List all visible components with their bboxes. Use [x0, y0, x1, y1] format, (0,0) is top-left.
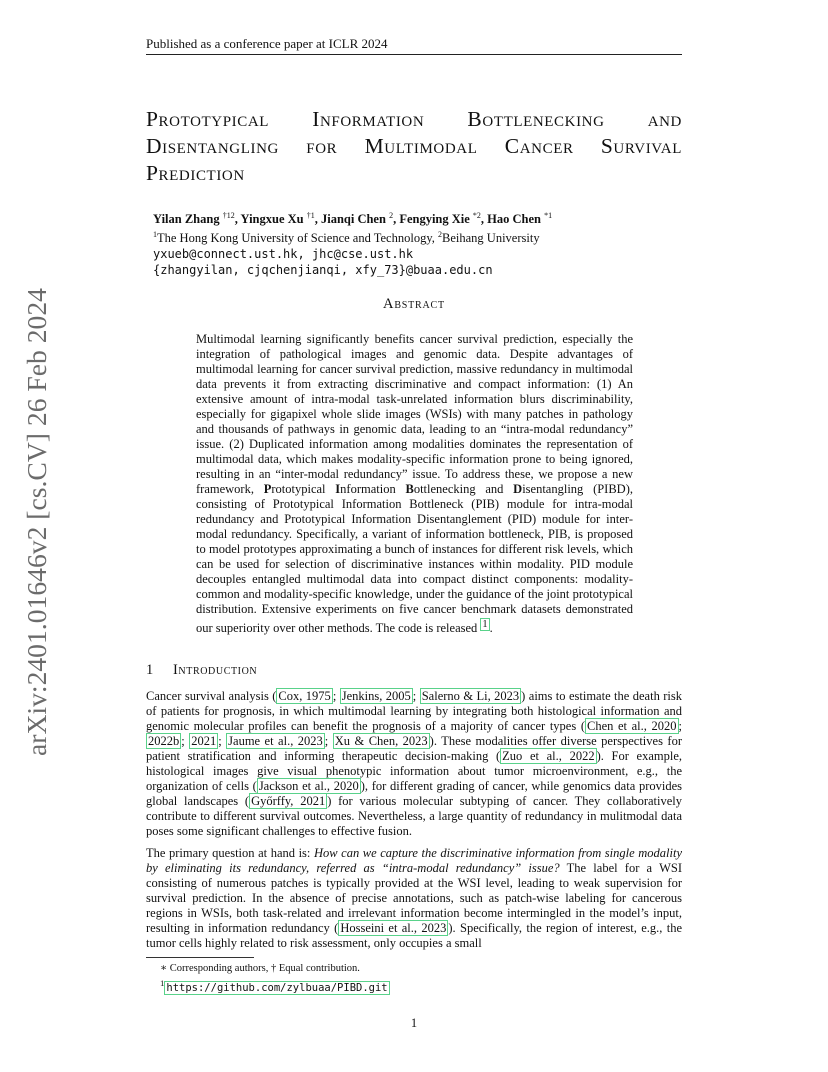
- citation-link[interactable]: 2022b: [148, 734, 180, 748]
- citation-link[interactable]: Cox, 1975: [278, 689, 331, 703]
- abstract-bold-letter: P: [263, 482, 272, 496]
- text-segment: ) aims to estimate the death risk of patients for prognosis, in which multimodal learning by integrating both histological information and genomic molecular profiles can benefit the prognosis of a majority of cancer types (: [146, 689, 683, 733]
- abstract-bold-letter: D: [513, 482, 523, 496]
- code-url-link[interactable]: https://github.com/zylbuaa/PIBD.git: [166, 981, 388, 994]
- section-number: 1: [146, 662, 154, 678]
- abstract-segment: ottlenecking and: [413, 482, 514, 496]
- citation-link[interactable]: Zuo et al., 2022: [502, 749, 595, 763]
- citation-link[interactable]: Salerno & Li, 2023: [421, 689, 520, 703]
- arxiv-id: arXiv:2401.01646v2 [cs.CV] 26 Feb 2024: [22, 298, 52, 756]
- author-superscript: †12: [222, 211, 235, 220]
- text-segment: ;: [181, 734, 190, 748]
- citation-link[interactable]: Jackson et al., 2020: [258, 779, 359, 793]
- text-segment: ), for different grading of cancer, while genomics data provides global landscapes (: [146, 779, 682, 808]
- code-footnote: [160, 976, 680, 996]
- text-segment: Cancer survival analysis (: [146, 689, 277, 703]
- author-superscript: 2: [389, 211, 394, 220]
- author-name: Jianqi Chen: [320, 212, 386, 227]
- author-name: Yilan Zhang: [153, 212, 220, 227]
- corresponding-note: ∗ Corresponding authors, † Equal contribution.: [160, 963, 360, 974]
- abstract-text: [196, 332, 633, 636]
- abstract-heading: Abstract: [383, 296, 445, 312]
- affiliation-hkust: The Hong Kong University of Science and Technology,: [157, 231, 439, 246]
- affiliation-beihang: Beihang University: [442, 231, 540, 246]
- page-number: 1: [410, 1016, 418, 1030]
- text-segment: ). For example, histological images give visual phenotypic information about tumor microenvironment, e.g., the organization of cells (: [146, 749, 683, 793]
- citation-link[interactable]: Győrffy, 2021: [251, 794, 326, 808]
- text-segment: ;: [218, 734, 227, 748]
- author-names: Yilan Zhang $^{\dagger 12}$, Yingxue Xu $^{\dagger 1}$, Jianqi Chen $^2$, Fengying Xie $^{*2}$, Hao Chen $^{*1}$: [153, 211, 553, 227]
- text-segment: ;: [678, 719, 682, 733]
- emphasized-question: How can we capture the discriminative information from single modality by eliminating its redundancy, referred as “intra-modal redundancy” issue?: [146, 846, 682, 875]
- citation-link[interactable]: Jaume et al., 2023: [228, 734, 323, 748]
- author-name: Yingxue Xu: [240, 212, 304, 227]
- text-segment: ). These modalities offer diverse perspectives for patient stratification and informing therapeutic decision-making (: [146, 734, 682, 763]
- author-superscript: *2: [472, 211, 481, 220]
- text-segment: ). Specifically, the region of interest, e.g., the tumor cells highly related to risk assessment, only occupies a small: [146, 921, 683, 950]
- affiliation-superscript: 1: [153, 230, 157, 240]
- text-segment: ;: [324, 734, 333, 748]
- author-superscript: †1: [306, 211, 315, 220]
- citation-link[interactable]: Xu & Chen, 2023: [334, 734, 428, 748]
- citation-link[interactable]: 2021: [191, 734, 217, 748]
- abstract-segment: isentangling (PIBD), consisting of Prototypical Information Bottleneck (PIB) module for intra-modal redundancy and Prototypical Information Disentanglement (PID) module for inter-modal redundancy. Specifically, a variant of information bottleneck, PIB, is proposed to model prototypes approximating a bunch of instances for different risk levels, which can be used for selection of discriminative instances within modality. PID module decouples entangled multimodal data into compact distinct components: modality-common and modality-specific knowledge, under the guidance of the joint prototypical distribution. Extensive experiments on five cancer benchmark datasets demonstrated our superiority over other methods. The code is released: [196, 482, 633, 636]
- footnotes: [160, 962, 680, 996]
- email-line: {zhangyilan, cjqchenjianqi, xfy_73}@buaa.edu.cn: [153, 263, 493, 278]
- affiliation-superscript: 2: [438, 230, 443, 240]
- author-superscript: *1: [544, 211, 553, 220]
- citation-link[interactable]: Hosseini et al., 2023: [340, 921, 447, 935]
- author-name: Fengying Xie: [399, 212, 470, 227]
- citation-link[interactable]: Jenkins, 2005: [341, 689, 411, 703]
- footnote-link[interactable]: 1: [482, 619, 488, 630]
- abstract-bold-letter: B: [405, 482, 414, 496]
- footnote-divider: [146, 957, 254, 958]
- footnote-number: 1: [160, 978, 165, 988]
- intro-paragraph: [146, 689, 682, 839]
- text-segment: The primary question at hand is:: [146, 846, 314, 860]
- abstract-segment: nformation: [340, 482, 406, 496]
- citation-link[interactable]: Chen et al., 2020: [586, 719, 677, 733]
- affiliations: [153, 227, 673, 246]
- text-segment: The label for a WSI consisting of numerous patches is typically provided at the WSI level, leading to weak supervision for survival prediction. In the absence of precise annotations, such as patch-wise labeling for cancerous regions in WSIs, both task-related and irrelevant information become intermingled in the model’s input, resulting in information redundancy (: [146, 861, 682, 935]
- text-segment: ;: [332, 689, 340, 703]
- abstract-segment: .: [489, 621, 493, 636]
- text-segment: ) for various molecular subtyping of cancer. They collaboratively contribute to different survival outcomes. Nevertheless, a large quantity of redundancy in mulitmodal data poses some significant challenges to effective fusion.: [146, 794, 682, 838]
- text-segment: ;: [412, 689, 420, 703]
- section-title: Introduction: [173, 662, 258, 678]
- abstract-segment: Multimodal learning significantly benefits cancer survival prediction, especially the integration of pathological images and genomic data. Despite advantages of multimodal learning for cancer survival prediction, massive redundancy in multimodal data prevents it from extracting discriminative and compact information: (1) An extensive amount of intra-modal task-unrelated information blurs discriminability, especially for gigapixel whole slide images (WSIs) with many patches in pathology and thousands of pathways in genomic data, leading to an “intra-modal redundancy” issue. (2) Duplicated information among modalities dominates the representation of multimodal data, which makes modality-specific information prone to being ignored, resulting in an “inter-modal redundancy” issue. To address these, we propose a new framework,: [196, 332, 633, 496]
- arxiv-sidebar-svg: [16, 288, 56, 758]
- abstract-bold-letter: I: [335, 482, 341, 496]
- intro-paragraph: [146, 846, 682, 951]
- author-name: Hao Chen: [487, 212, 541, 227]
- arxiv-sidebar: [16, 288, 56, 758]
- abstract-segment: rototypical: [271, 482, 336, 496]
- author-block: [153, 208, 673, 278]
- running-header: Published as a conference paper at ICLR 2024: [146, 36, 682, 55]
- paper-title: Prototypical Information Bottlenecking and Disentangling for Multimodal Cancer Survival Prediction: [146, 107, 682, 185]
- section-heading: [146, 662, 257, 679]
- email-line: yxueb@connect.ust.hk, jhc@cse.ust.hk: [153, 247, 414, 262]
